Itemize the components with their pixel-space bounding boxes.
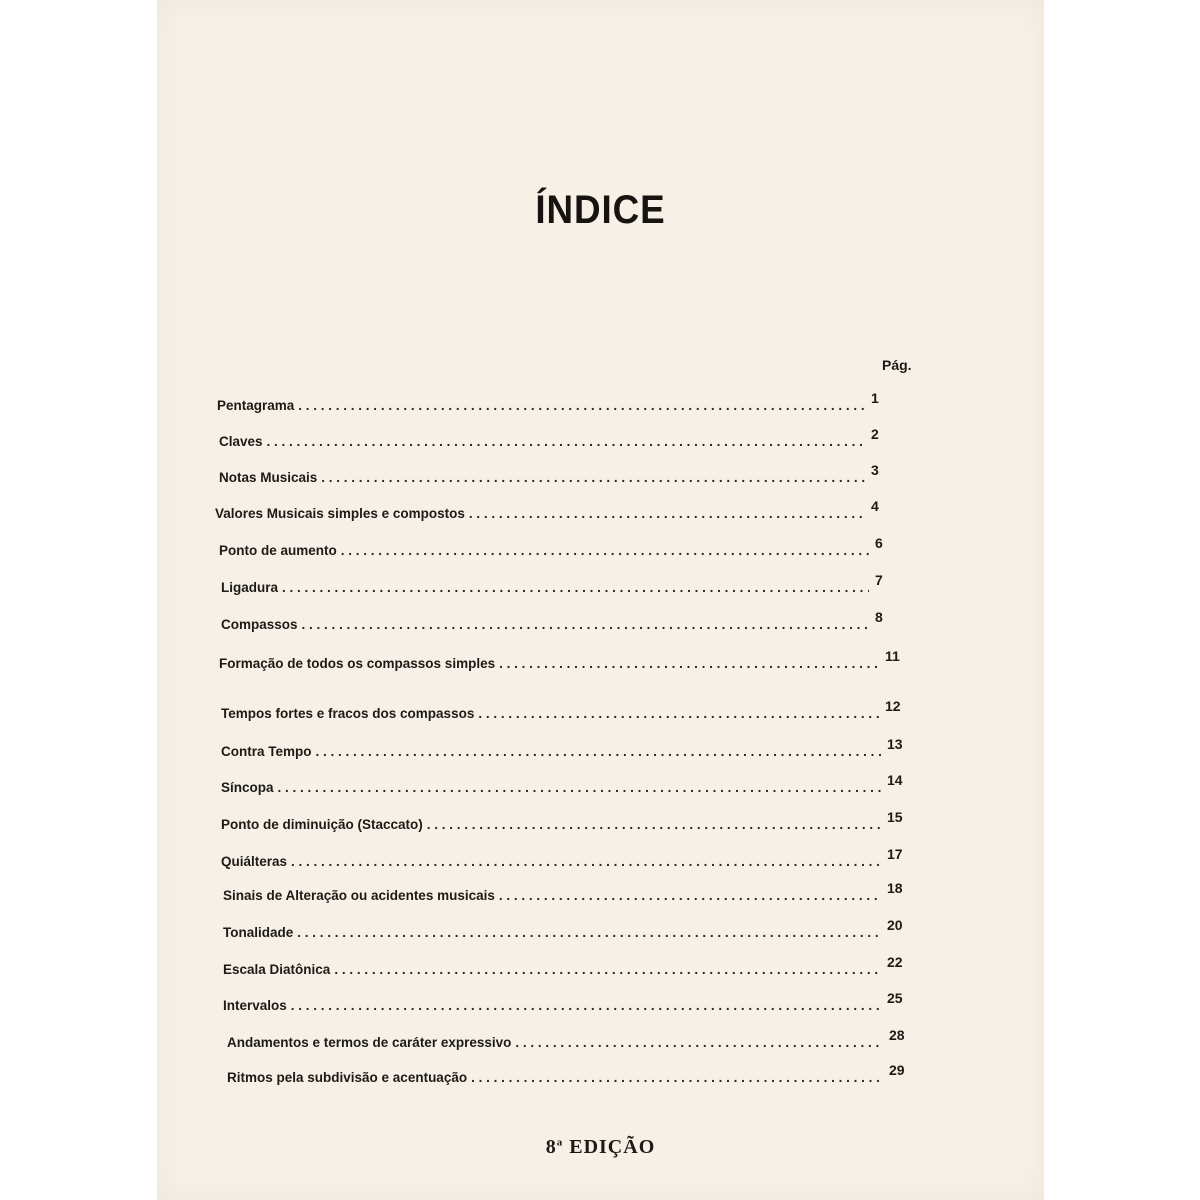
toc-entry-page: 8 [875, 609, 883, 625]
toc-entry-page: 2 [871, 426, 879, 442]
page-title: ÍNDICE [535, 188, 666, 232]
toc-entry-label: Valores Musicais simples e compostos [215, 506, 465, 521]
toc-entry-label: Formação de todos os compassos simples [219, 656, 496, 671]
toc-entry-page: 12 [885, 698, 901, 714]
toc-leader-dots [291, 854, 881, 870]
toc-entry-page: 14 [887, 772, 903, 788]
toc-leader-dots [282, 580, 869, 596]
toc-entry-page: 7 [875, 572, 883, 588]
toc-leader-dots [316, 744, 882, 760]
edition-number: 8 [545, 1136, 557, 1158]
toc-entry-page: 20 [887, 917, 903, 933]
toc-entry [227, 1027, 911, 1051]
toc-leader-dots [298, 398, 865, 414]
toc-entry [221, 609, 897, 633]
toc-entry-page: 29 [889, 1062, 905, 1078]
toc-entry-page: 3 [871, 462, 879, 478]
toc-entry [219, 462, 893, 486]
toc-entry-label: Notas Musicais [219, 470, 318, 485]
toc-entry-page: 6 [875, 535, 883, 551]
toc-entry [219, 426, 893, 450]
toc-entry [223, 990, 909, 1014]
toc-entry [221, 809, 909, 833]
toc-entry [227, 1062, 911, 1086]
toc-entry [223, 917, 909, 941]
toc-leader-dots [334, 962, 881, 978]
toc-leader-dots [302, 617, 869, 633]
toc-entry-label: Sinais de Alteração ou acidentes musicais [223, 888, 495, 903]
toc-entry [223, 880, 909, 904]
toc-entry-page: 13 [887, 736, 903, 752]
toc-entry-page: 22 [887, 954, 903, 970]
toc-entry-page: 11 [885, 648, 900, 664]
toc-entry-page: 28 [889, 1027, 905, 1043]
toc-leader-dots [267, 434, 865, 450]
toc-entry [219, 648, 907, 672]
toc-leader-dots [471, 1070, 883, 1086]
toc-entry-page: 1 [871, 390, 879, 406]
toc-leader-dots [469, 506, 865, 522]
toc-entry-label: Claves [219, 434, 263, 449]
toc-leader-dots [341, 543, 869, 559]
toc-entry [221, 698, 907, 722]
toc-entry-label: Ligadura [221, 580, 279, 595]
toc-entry-label: Ponto de diminuição (Staccato) [221, 817, 423, 832]
toc-entry-label: Tonalidade [223, 925, 294, 940]
toc-entry-page: 25 [887, 990, 903, 1006]
toc-entry [217, 390, 893, 414]
toc-leader-dots [321, 470, 865, 486]
page-column-header: Pág. [882, 357, 912, 373]
document-page [157, 0, 1044, 1200]
toc-entry-page: 17 [887, 846, 903, 862]
edition-ordinal: a [556, 1136, 564, 1149]
toc-entry-label: Andamentos e termos de caráter expressivo [227, 1035, 512, 1050]
toc-leader-dots [515, 1035, 883, 1051]
toc-entry-page: 15 [887, 809, 903, 825]
toc-entry [221, 572, 897, 596]
toc-entry-label: Intervalos [223, 998, 287, 1013]
toc-entry [221, 772, 909, 796]
toc-leader-dots [499, 888, 881, 904]
toc-entry [223, 954, 909, 978]
toc-entry-label: Tempos fortes e fracos dos compassos [221, 706, 475, 721]
toc-entry-label: Pentagrama [217, 398, 295, 413]
toc-entry [221, 846, 909, 870]
toc-entry-page: 4 [871, 498, 879, 514]
toc-entry [221, 736, 909, 760]
toc-entry-label: Síncopa [221, 780, 274, 795]
toc-leader-dots [291, 998, 881, 1014]
toc-leader-dots [278, 780, 881, 796]
toc-leader-dots [297, 925, 881, 941]
edition-label [157, 1136, 1044, 1159]
toc-entry [215, 498, 893, 522]
toc-entry [219, 535, 897, 559]
toc-entry-label: Ponto de aumento [219, 543, 337, 558]
toc-entry-label: Contra Tempo [221, 744, 312, 759]
toc-leader-dots [427, 817, 881, 833]
edition-text: EDIÇÃO [569, 1136, 656, 1158]
toc-leader-dots [478, 706, 879, 722]
toc-entry-label: Ritmos pela subdivisão e acentuação [227, 1070, 468, 1085]
toc-entry-label: Quiálteras [221, 854, 288, 869]
toc-leader-dots [499, 656, 879, 672]
toc-entry-label: Compassos [221, 617, 298, 632]
toc-entry-page: 18 [887, 880, 903, 896]
toc-entry-label: Escala Diatônica [223, 962, 331, 977]
